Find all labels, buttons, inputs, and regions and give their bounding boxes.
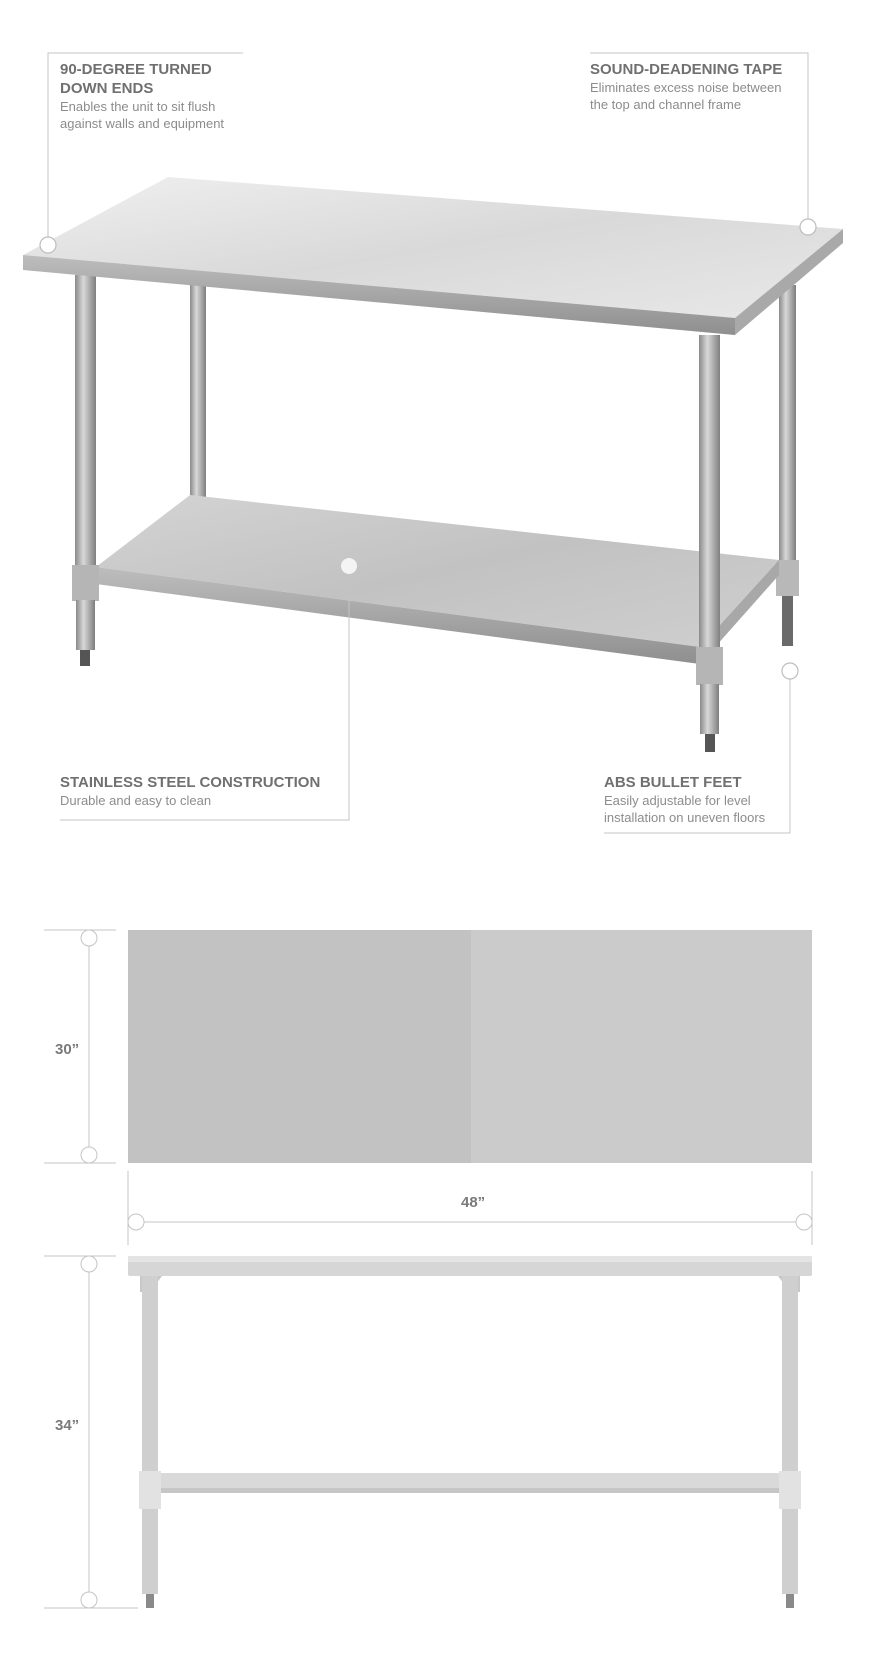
marker-tape [800, 219, 816, 235]
elevation-undershelf-edge [161, 1488, 779, 1493]
plan-view [128, 930, 812, 1163]
callout-title: SOUND-DEADENING TAPE [590, 61, 783, 78]
marker-construction [341, 558, 357, 574]
elevation-view [128, 1256, 812, 1608]
depth-end-top [81, 930, 97, 946]
callout-leaders [48, 53, 808, 833]
height-label: 34” [55, 1417, 80, 1434]
callout-description: against walls and equipment [60, 116, 225, 131]
width-label: 48” [461, 1194, 486, 1211]
callout-description: installation on uneven floors [604, 810, 766, 825]
depth-end-bottom [81, 1147, 97, 1163]
depth-label: 30” [55, 1041, 80, 1058]
callout-title: ABS BULLET FEET [604, 774, 742, 791]
table-leg-front-left-foot [80, 650, 90, 666]
width-end-right [796, 1214, 812, 1230]
table-leg-back-left [190, 280, 206, 500]
table-leg-front-right-lower [700, 684, 719, 734]
callout-description: Easily adjustable for level [604, 793, 751, 808]
callout-turned-down-ends [60, 60, 224, 132]
callout-description: Durable and easy to clean [60, 793, 212, 808]
table-leg-back-right-gusset [776, 560, 799, 596]
elevation-foot-left [146, 1594, 154, 1608]
callout-title: STAINLESS STEEL CONSTRUCTION [60, 774, 321, 791]
table-leg-front-left-gusset [72, 565, 99, 601]
callout-sound-deadening-tape [590, 60, 782, 113]
callout-stainless-steel-construction [60, 773, 320, 809]
plan-top-left-half [128, 930, 471, 1163]
table-leg-front-left [75, 275, 96, 567]
marker-turned-ends [40, 237, 56, 253]
elevation-gusset-right [779, 1471, 801, 1509]
table-leg-back-right [779, 285, 796, 565]
elevation-gusset-left [139, 1471, 161, 1509]
plan-top-right-half [471, 930, 812, 1163]
table-leg-front-right-gusset [696, 647, 723, 685]
callout-abs-bullet-feet [604, 773, 765, 826]
callout-description: Enables the unit to sit flush [60, 99, 216, 114]
elevation-leg-left [142, 1276, 158, 1594]
width-end-left [128, 1214, 144, 1230]
elevation-foot-right [786, 1594, 794, 1608]
callout-description: Eliminates excess noise between [590, 80, 782, 95]
elevation-leg-right [782, 1276, 798, 1594]
marker-feet [782, 663, 798, 679]
height-end-bottom [81, 1592, 97, 1608]
table-leg-back-right-foot [782, 596, 793, 646]
table-leg-front-right [699, 335, 720, 650]
work-table-illustration [23, 177, 843, 752]
callout-description: the top and channel frame [590, 97, 742, 112]
table-leg-front-right-foot [705, 734, 715, 752]
height-end-top [81, 1256, 97, 1272]
callout-title: DOWN ENDS [60, 80, 154, 97]
elevation-top-highlight [128, 1256, 812, 1262]
callout-title: 90-DEGREE TURNED [60, 61, 212, 78]
table-leg-front-left-lower [76, 600, 95, 650]
